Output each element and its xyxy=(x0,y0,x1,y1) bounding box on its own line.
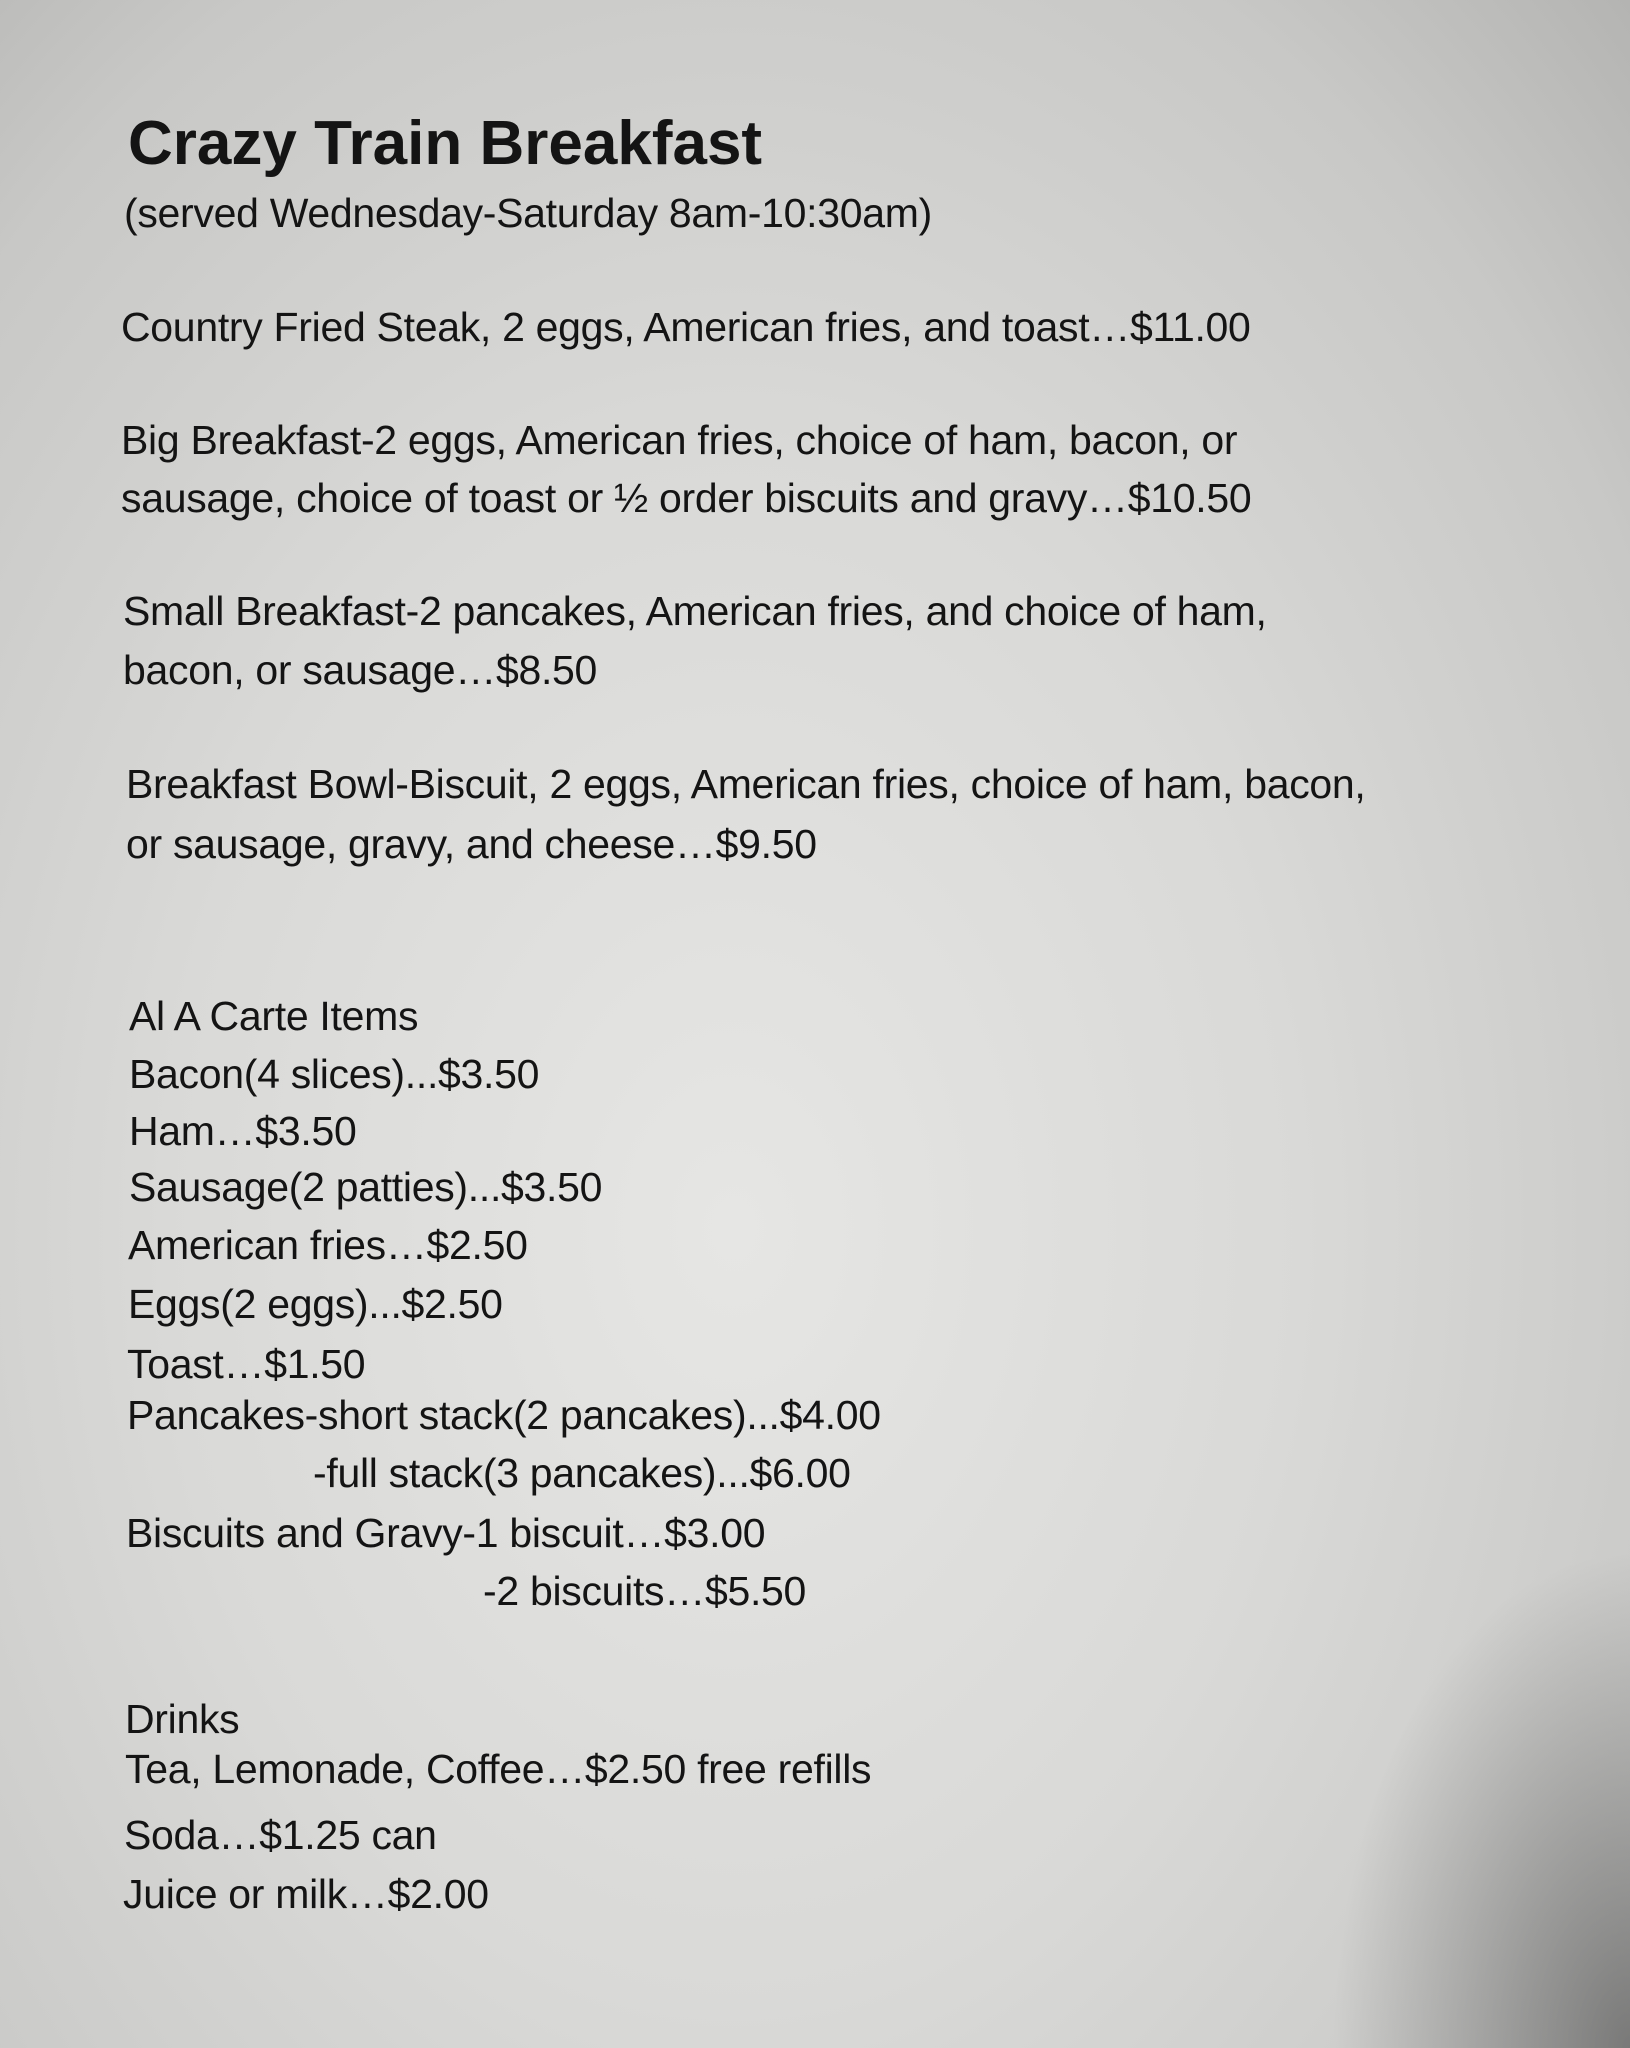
a-la-carte-item: Ham…$3.50 xyxy=(129,1108,357,1154)
meal-breakfast-bowl-line1: Breakfast Bowl-Biscuit, 2 eggs, American fries, choice of ham, bacon, xyxy=(126,761,1366,807)
drink-item: Soda…$1.25 can xyxy=(124,1812,437,1858)
a-la-carte-item: Biscuits and Gravy-1 biscuit…$3.00 xyxy=(126,1510,766,1556)
a-la-carte-item: Bacon(4 slices)...$3.50 xyxy=(129,1051,540,1097)
a-la-carte-heading: Al A Carte Items xyxy=(129,993,419,1039)
drink-item: Juice or milk…$2.00 xyxy=(123,1871,489,1917)
drink-item: Tea, Lemonade, Coffee…$2.50 free refills xyxy=(125,1746,872,1792)
meal-breakfast-bowl-line2: or sausage, gravy, and cheese…$9.50 xyxy=(126,821,817,867)
menu-subtitle: (served Wednesday-Saturday 8am-10:30am) xyxy=(124,190,932,236)
a-la-carte-item: Toast…$1.50 xyxy=(127,1341,366,1387)
a-la-carte-item: Pancakes-short stack(2 pancakes)...$4.00 xyxy=(127,1392,881,1438)
a-la-carte-item: -2 biscuits…$5.50 xyxy=(483,1568,807,1614)
a-la-carte-item: -full stack(3 pancakes)...$6.00 xyxy=(313,1450,851,1496)
meal-big-breakfast-line2: sausage, choice of toast or ½ order biscuits and gravy…$10.50 xyxy=(121,475,1252,521)
meal-big-breakfast-line1: Big Breakfast-2 eggs, American fries, choice of ham, bacon, or xyxy=(121,417,1238,463)
photo-shadow xyxy=(1330,1548,1630,2048)
a-la-carte-item: Eggs(2 eggs)...$2.50 xyxy=(128,1281,503,1327)
a-la-carte-item: American fries…$2.50 xyxy=(128,1222,528,1268)
meal-small-breakfast-line2: bacon, or sausage…$8.50 xyxy=(123,647,598,693)
meal-country-fried-steak: Country Fried Steak, 2 eggs, American fries, and toast…$11.00 xyxy=(121,304,1251,350)
menu-title: Crazy Train Breakfast xyxy=(128,109,763,178)
drinks-heading: Drinks xyxy=(125,1696,240,1742)
meal-small-breakfast-line1: Small Breakfast-2 pancakes, American fries, and choice of ham, xyxy=(123,588,1267,634)
a-la-carte-item: Sausage(2 patties)...$3.50 xyxy=(129,1164,603,1210)
